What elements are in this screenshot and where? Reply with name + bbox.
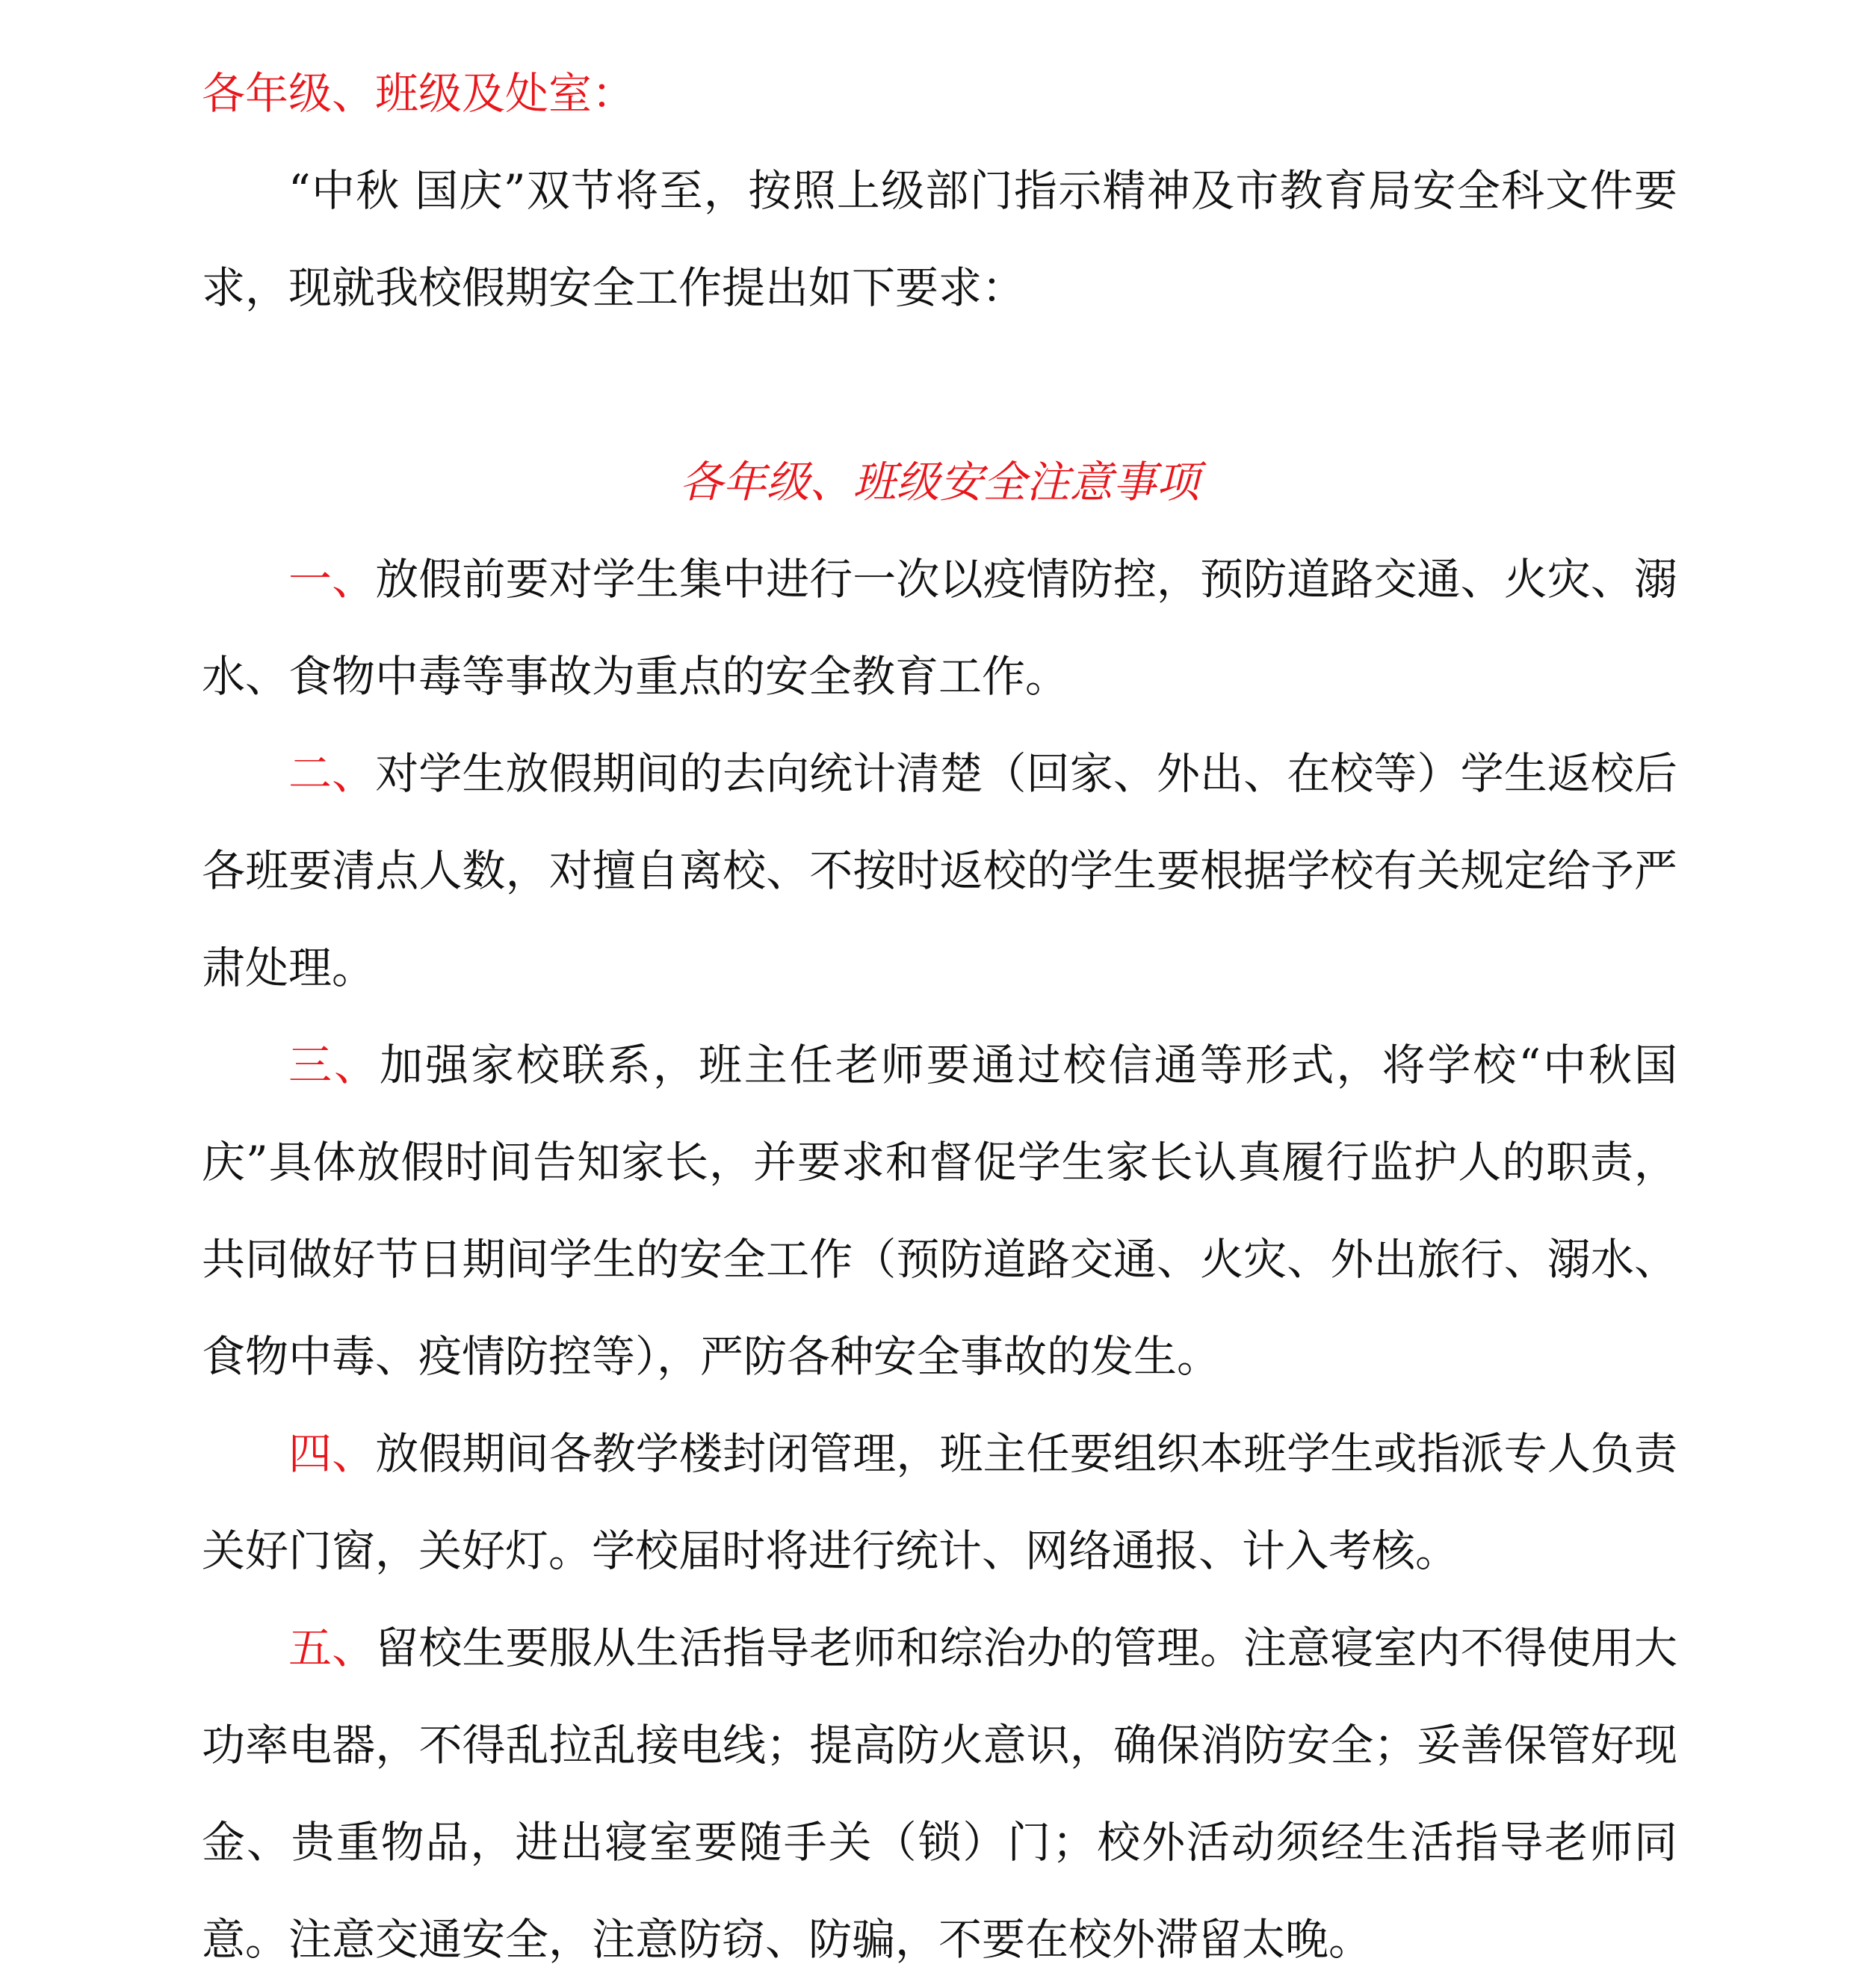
document-body (202, 45, 1677, 1988)
item-number: 三、 (288, 1040, 380, 1090)
item-paragraph (202, 725, 1677, 1016)
intro-paragraph: “中秋 国庆”双节将至，按照上级部门指示精神及市教育局安全科文件要求，现就我校假期安全工作提出如下要求： (202, 165, 1677, 313)
item-text: 留校生要服从生活指导老师和综治办的管理。注意寝室内不得使用大功率电器，不得乱拉乱接电线；提高防火意识，确保消防安全；妥善保管好现金、贵重物品，进出寝室要随手关（锁）门；校外活动须经生活指导老师同意。注意交通安全，注意防窃、防骗，不要在校外滞留太晚。 (202, 1623, 1677, 1965)
section-title: 各年级、班级安全注意事项 (679, 457, 1200, 507)
item-paragraph (202, 1599, 1677, 1988)
item-text: 放假前要对学生集中进行一次以疫情防控，预防道路交通、火灾、溺水、食物中毒等事故为重点的安全教育工作。 (202, 554, 1677, 702)
item-paragraph (202, 1405, 1677, 1599)
item-text: 对学生放假期间的去向统计清楚（回家、外出、在校等）学生返校后各班要清点人数，对擅自离校、不按时返校的学生要根据学校有关规定给予严肃处理。 (202, 748, 1677, 993)
item-paragraph (202, 1016, 1677, 1405)
salutation: 各年级、班级及处室： (202, 68, 636, 119)
item-text: 加强家校联系，班主任老师要通过校信通等形式，将学校“中秋国庆”具体放假时间告知家长，并要求和督促学生家长认真履行监护人的职责，共同做好节日期间学生的安全工作（预防道路交通、火灾、外出旅行、溺水、食物中毒、疫情防控等），严防各种安全事故的发生。 (202, 1040, 1677, 1382)
item-paragraph (202, 531, 1677, 725)
item-number: 四、 (288, 1428, 376, 1479)
item-text: 放假期间各教学楼封闭管理，班主任要组织本班学生或指派专人负责关好门窗，关好灯。学校届时将进行统计、网络通报、计入考核。 (202, 1428, 1677, 1576)
item-number: 一、 (288, 554, 376, 605)
item-number: 五、 (288, 1623, 376, 1673)
item-number: 二、 (288, 748, 376, 799)
